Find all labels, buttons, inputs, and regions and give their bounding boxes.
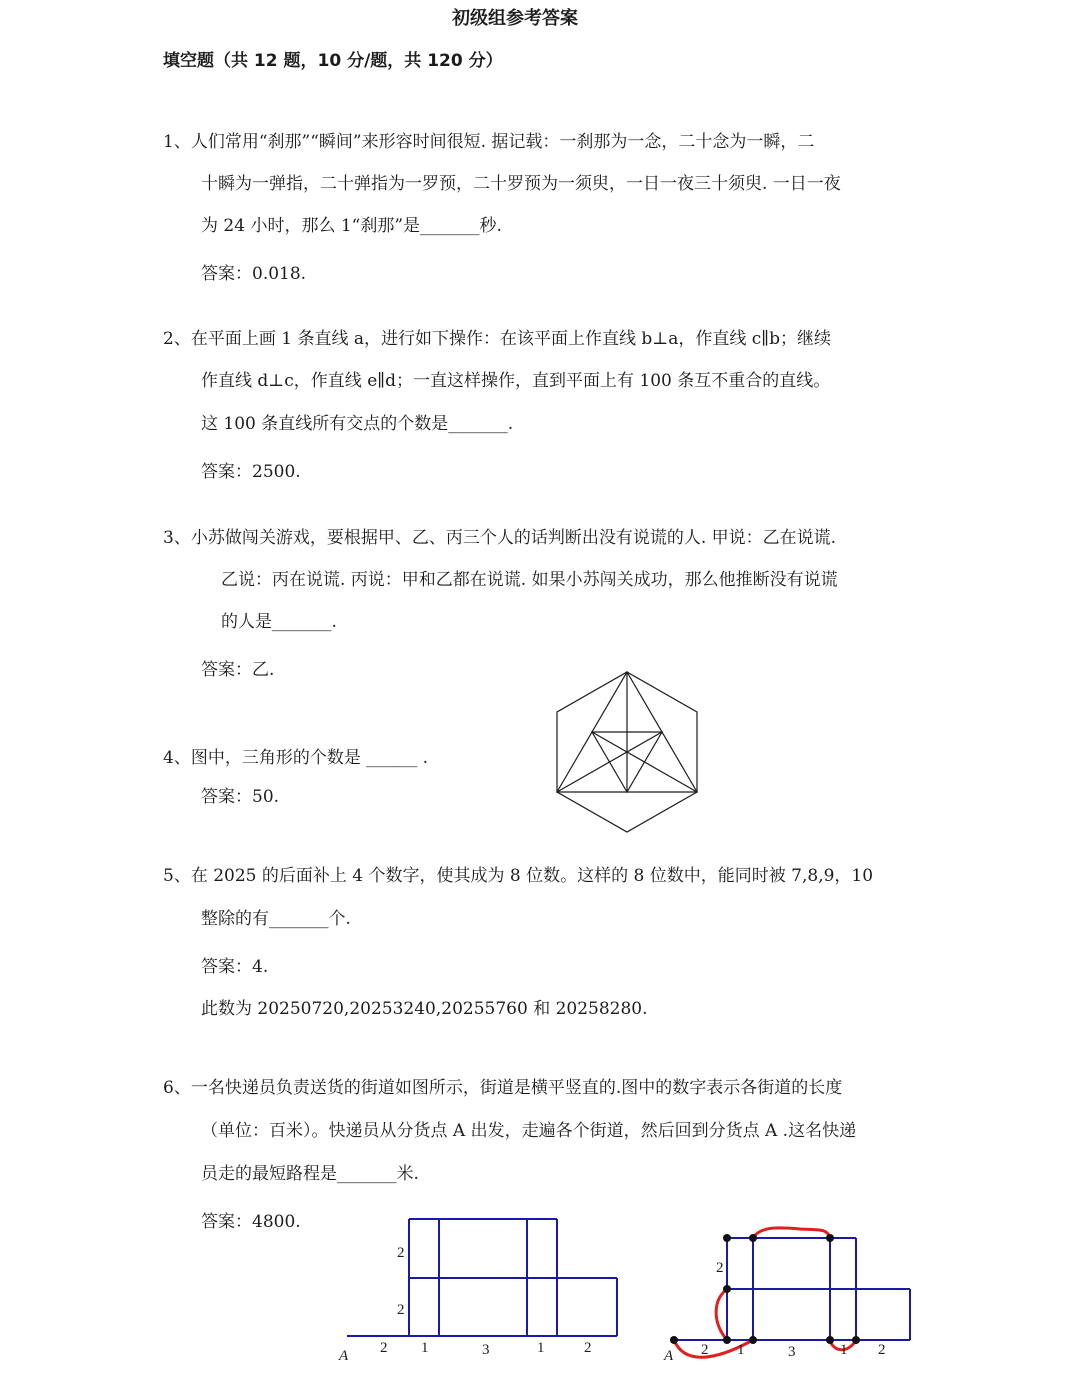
question-4-answer: 答案：50. — [201, 787, 280, 807]
question-6-line-2: （单位：百米）。快递员从分货点 A 出发，走遍各个街道，然后回到分货点 A .这名快递 — [201, 1121, 857, 1141]
route-point — [852, 1336, 860, 1344]
question-3-line-3: 的人是_______. — [221, 612, 337, 632]
point-a-label: A — [664, 1348, 674, 1364]
point-a-label: A — [339, 1348, 349, 1364]
route-curve-top — [753, 1228, 830, 1238]
question-2-line-1: 2、在平面上画 1 条直线 a，进行如下操作：在该平面上作直线 b⊥a，作直线 c∥b；继续 — [163, 329, 832, 349]
triangle-figure — [556, 672, 698, 832]
length-label: 2 — [380, 1340, 388, 1356]
street-map-route-diagram — [660, 1222, 914, 1370]
route-point — [670, 1336, 678, 1344]
length-label: 3 — [482, 1342, 490, 1358]
street-map-diagram — [335, 1212, 625, 1372]
question-1-line-1: 1、人们常用“刹那”“瞬间”来形容时间很短. 据记载：一刹那为一念，二十念为一瞬，二 — [163, 132, 815, 152]
route-curve-left — [716, 1289, 727, 1340]
question-2-answer: 答案：2500. — [201, 462, 301, 482]
length-label: 1 — [421, 1340, 429, 1356]
length-label: 2 — [397, 1245, 405, 1261]
route-point — [749, 1234, 757, 1242]
question-5-line-2: 整除的有_______个. — [201, 909, 351, 929]
route-point — [723, 1234, 731, 1242]
question-6-line-1: 6、一名快递员负责送货的街道如图所示，街道是横平竖直的.图中的数字表示各街道的长度 — [163, 1078, 843, 1098]
question-5-note: 此数为 20250720,20253240,20255760 和 20258280. — [201, 999, 648, 1019]
question-2-line-3: 这 100 条直线所有交点的个数是_______. — [201, 414, 514, 434]
question-1-line-2: 十瞬为一弹指，二十弹指为一罗预，二十罗预为一须臾，一日一夜三十须臾. 一日一夜 — [201, 174, 841, 194]
question-3-answer: 答案：乙. — [201, 660, 275, 680]
length-label: 1 — [537, 1340, 545, 1356]
question-2-line-2: 作直线 d⊥c，作直线 e∥d；一直这样操作，直到平面上有 100 条互不重合的直线。 — [201, 371, 831, 391]
length-label: 2 — [878, 1342, 886, 1358]
length-label: 1 — [737, 1342, 745, 1358]
route-point — [723, 1285, 731, 1293]
route-point — [826, 1234, 834, 1242]
length-label: 1 — [840, 1342, 848, 1358]
question-3-line-2: 乙说：丙在说谎. 丙说：甲和乙都在说谎. 如果小苏闯关成功，那么他推断没有说谎 — [221, 570, 838, 590]
question-1-line-3: 为 24 小时，那么 1“刹那”是_______秒. — [201, 216, 502, 236]
page-title: 初级组参考答案 — [452, 8, 578, 29]
question-5-line-1: 5、在 2025 的后面补上 4 个数字，使其成为 8 位数。这样的 8 位数中，能同时被 7,8,9，10 — [163, 866, 874, 886]
route-point — [723, 1336, 731, 1344]
question-4-line-1: 4、图中，三角形的个数是 ______ . — [163, 748, 429, 768]
question-6-answer: 答案：4800. — [201, 1212, 301, 1232]
length-label: 2 — [701, 1342, 709, 1358]
length-label: 3 — [788, 1344, 796, 1360]
length-label: 2 — [716, 1260, 724, 1276]
length-label: 2 — [397, 1302, 405, 1318]
question-1-answer: 答案：0.018. — [201, 264, 307, 284]
question-5-answer: 答案：4. — [201, 957, 269, 977]
section-heading: 填空题（共 12 题，10 分/题，共 120 分） — [163, 51, 503, 71]
question-3-line-1: 3、小苏做闯关游戏，要根据甲、乙、丙三个人的话判断出没有说谎的人. 甲说：乙在说谎. — [163, 528, 837, 548]
route-point — [749, 1336, 757, 1344]
length-label: 2 — [584, 1340, 592, 1356]
route-point — [826, 1336, 834, 1344]
question-6-line-3: 员走的最短路程是_______米. — [201, 1164, 419, 1184]
